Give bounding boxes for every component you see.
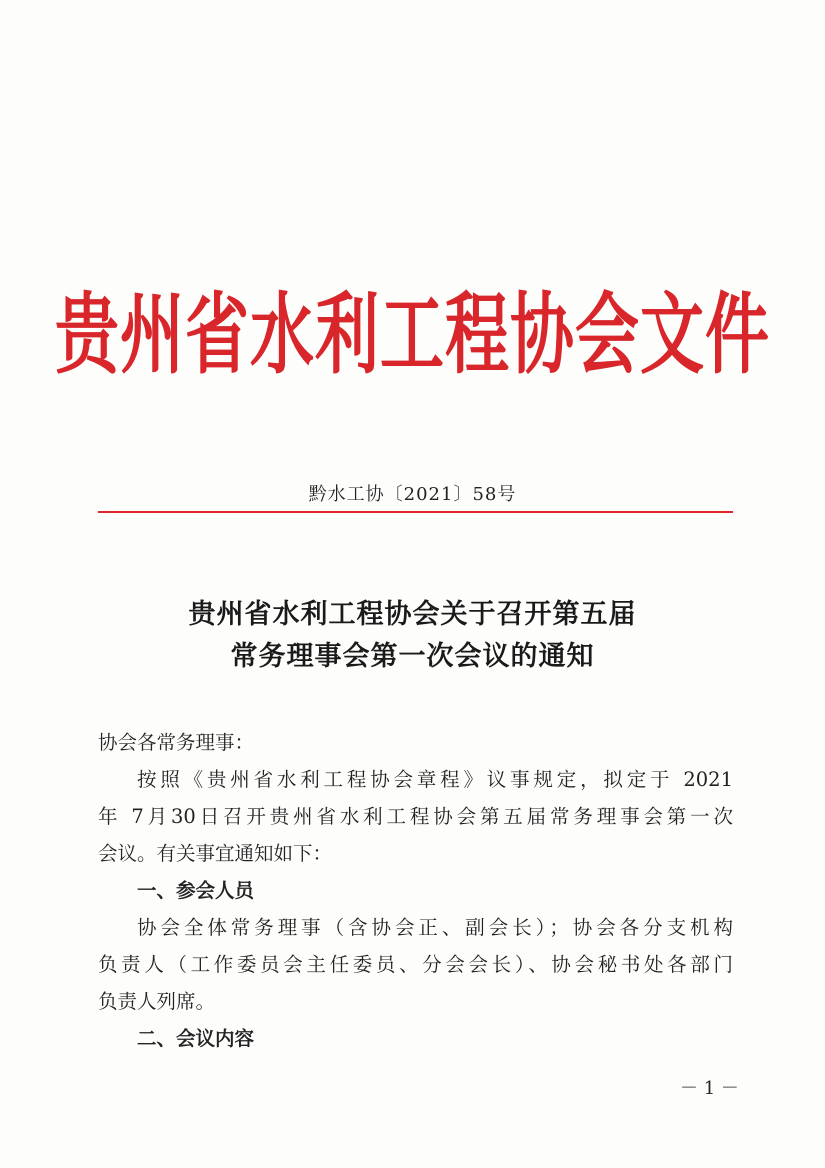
paragraph-intro-line-3: 会议。有关事宜通知如下： <box>98 842 333 865</box>
red-divider-rule <box>98 511 733 513</box>
section-heading-attendees <box>98 872 733 909</box>
masthead-title: 贵州省水利工程协会文件 <box>55 283 770 388</box>
section-heading-content <box>98 1020 733 1057</box>
paragraph-attendees-line-2: 负责人（工作委员会主任委员、分会会长）、协会秘书处各部门 <box>98 953 733 976</box>
notice-title-line-1: 贵州省水利工程协会关于召开第五届 <box>188 599 637 630</box>
section-heading-attendees-text: 一、参会人员 <box>137 879 255 902</box>
paragraph-intro-line-2: 年 7月30日召开贵州省水利工程协会第五届常务理事会第一次 <box>98 805 733 828</box>
paragraph-attendees-line-3: 负责人列席。 <box>98 990 216 1013</box>
paragraph-attendees-line-1: 协会全体常务理事（含协会正、副会长）；协会各分支机构 <box>137 916 733 939</box>
paragraph-intro-line-1: 按照《贵州省水利工程协会章程》议事规定，拟定于 2021 <box>137 768 733 791</box>
notice-title-line-2: 常务理事会第一次会议的通知 <box>230 641 595 672</box>
document-number: 黔水工协〔2021〕58号 <box>308 484 517 505</box>
salutation-text: 协会各常务理事： <box>98 731 255 754</box>
page-number: － 1 － <box>680 1078 739 1099</box>
salutation <box>98 724 733 761</box>
section-heading-content-text: 二、会议内容 <box>137 1027 255 1050</box>
paragraph-attendees <box>98 909 733 1020</box>
paragraph-intro <box>98 761 733 872</box>
